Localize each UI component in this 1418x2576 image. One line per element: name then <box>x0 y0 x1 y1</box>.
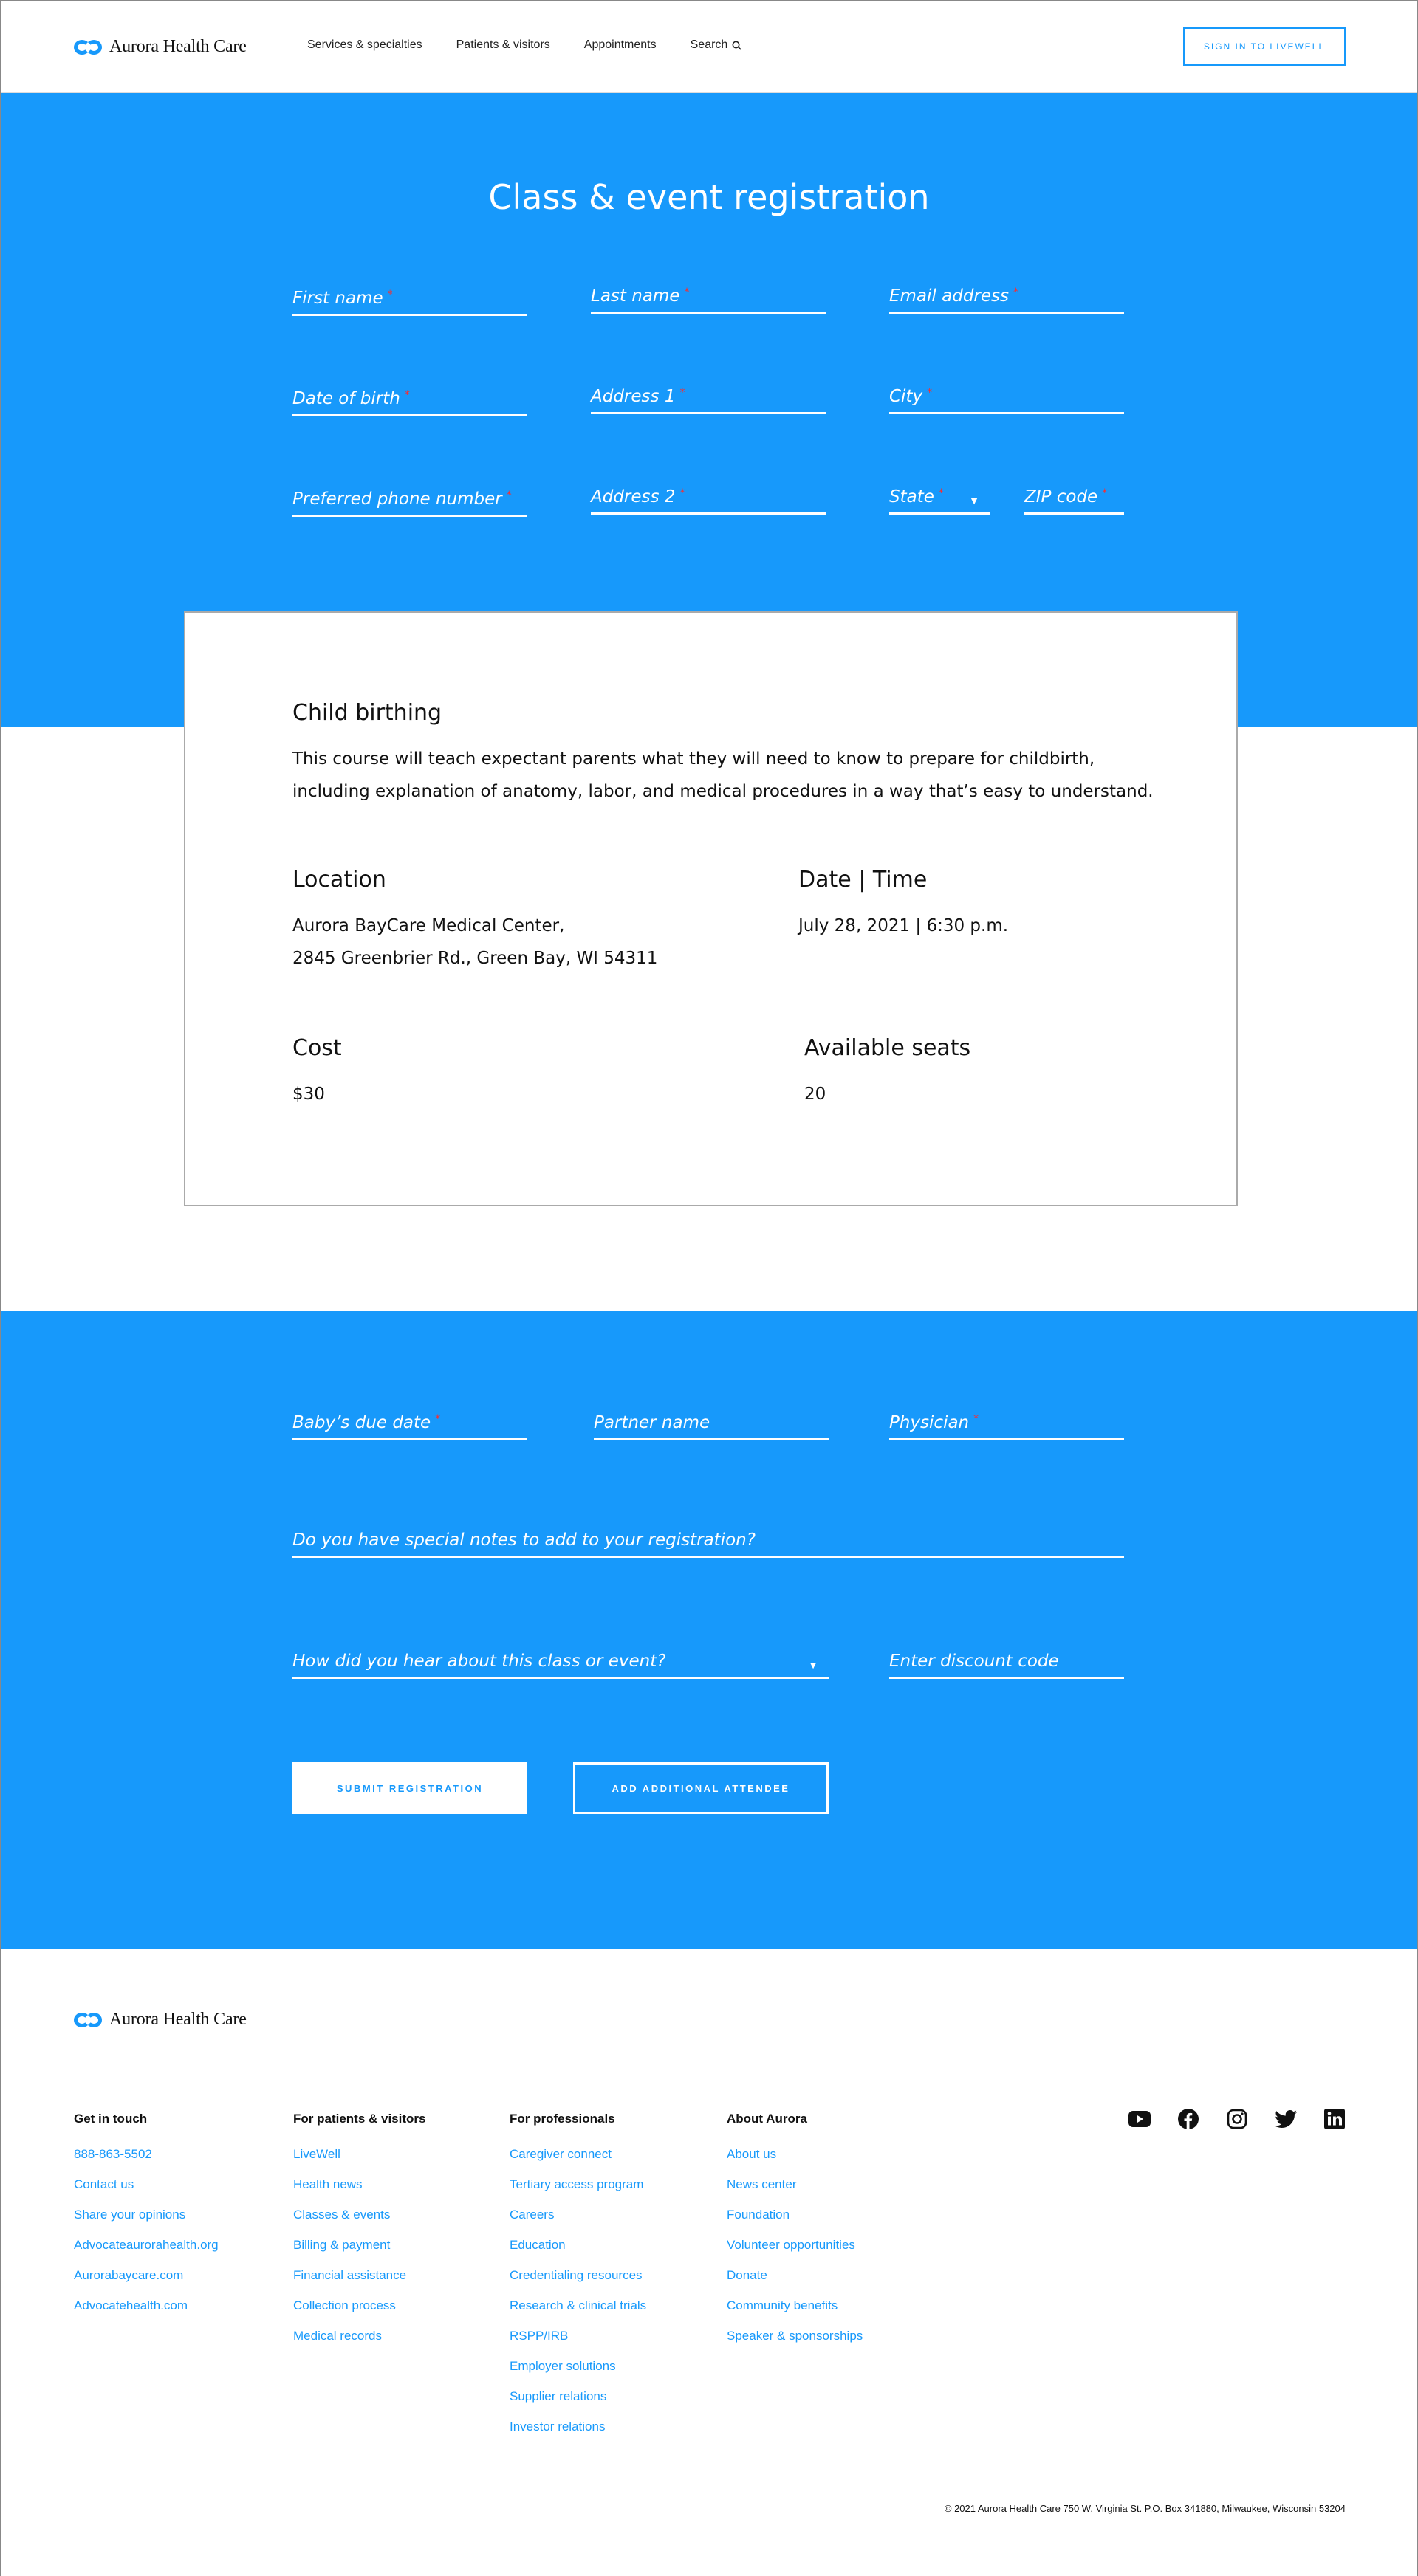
chevron-down-icon: ▼ <box>808 1659 818 1671</box>
site-logo[interactable] <box>74 37 247 57</box>
footer-link-credentialing[interactable]: Credentialing resources <box>510 2268 643 2282</box>
address2-label: Address 2 <box>591 487 676 506</box>
physician-field[interactable] <box>889 1407 1124 1440</box>
address1-field[interactable] <box>591 380 826 414</box>
main-nav <box>307 38 775 52</box>
footer-link-research[interactable]: Research & clinical trials <box>510 2298 647 2312</box>
required-mark: * <box>684 286 690 298</box>
footer-link-contact[interactable]: Contact us <box>74 2177 134 2191</box>
copyright: © 2021 Aurora Health Care 750 W. Virginia St. P.O. Box 341880, Milwaukee, Wisconsin 53204 <box>944 2503 1346 2514</box>
zip-field[interactable] <box>1024 481 1124 515</box>
datetime-heading: Date | Time <box>798 867 928 893</box>
footer-heading: For patients & visitors <box>293 2112 426 2126</box>
due-date-label: Baby’s due date <box>292 1413 431 1432</box>
required-mark: * <box>1013 286 1018 298</box>
footer-link-opinions[interactable]: Share your opinions <box>74 2208 186 2222</box>
nav-patients[interactable] <box>456 38 550 52</box>
dob-label: Date of birth <box>292 389 400 408</box>
add-attendee-button[interactable]: ADD ADDITIONAL ATTENDEE <box>573 1762 829 1814</box>
location-line1: Aurora BayCare Medical Center, <box>292 916 565 935</box>
required-mark: * <box>973 1413 979 1425</box>
required-mark: * <box>679 487 685 499</box>
physician-label: Physician <box>889 1413 970 1432</box>
footer-link-classes[interactable]: Classes & events <box>293 2208 391 2222</box>
discount-code-label: Enter discount code <box>889 1652 1059 1671</box>
submit-registration-button[interactable]: SUBMIT REGISTRATION <box>292 1762 527 1814</box>
special-notes-label: Do you have special notes to add to your registration? <box>292 1531 756 1550</box>
footer-link-community[interactable]: Community benefits <box>727 2298 838 2312</box>
location-heading: Location <box>292 867 386 893</box>
chevron-down-icon: ▼ <box>969 495 979 506</box>
cost-heading: Cost <box>292 1035 342 1061</box>
nav-appointments[interactable] <box>584 38 657 52</box>
footer-link-donate[interactable]: Donate <box>727 2268 767 2282</box>
nav-search[interactable] <box>691 38 742 52</box>
footer-heading: About Aurora <box>727 2112 807 2126</box>
required-mark: * <box>1102 487 1108 499</box>
footer-link-about[interactable]: About us <box>727 2147 777 2161</box>
footer-heading: For professionals <box>510 2112 615 2126</box>
required-mark: * <box>435 1413 441 1425</box>
required-mark: * <box>387 289 393 300</box>
signin-livewell-button[interactable]: SIGN IN TO LIVEWELL <box>1183 27 1346 66</box>
datetime-value: July 28, 2021 | 6:30 p.m. <box>798 916 1009 935</box>
footer-link-caregiver[interactable]: Caregiver connect <box>510 2147 612 2161</box>
nav-services-label: Services & specialties <box>307 38 422 51</box>
search-icon <box>732 41 741 50</box>
city-label: City <box>889 387 923 406</box>
phone-field[interactable] <box>292 483 527 517</box>
footer-link-records[interactable]: Medical records <box>293 2329 382 2343</box>
site-header <box>1 1 1417 93</box>
nav-search-label: Search <box>690 38 728 51</box>
instagram-icon[interactable] <box>1226 2108 1248 2130</box>
address1-label: Address 1 <box>591 387 676 406</box>
address2-field[interactable] <box>591 481 826 515</box>
last-name-label: Last name <box>591 286 680 306</box>
cost-value: $30 <box>292 1085 325 1104</box>
footer-col-get-in-touch <box>74 2112 219 2329</box>
footer-link-foundation[interactable]: Foundation <box>727 2208 790 2222</box>
footer-link-advocateaurora[interactable]: Advocateaurorahealth.org <box>74 2238 219 2252</box>
footer-link-careers[interactable]: Careers <box>510 2208 555 2222</box>
footer-col-about <box>727 2112 863 2359</box>
footer-link-livewell[interactable]: LiveWell <box>293 2147 340 2161</box>
footer-logo-text: Aurora Health Care <box>109 2010 247 2029</box>
additional-info-form <box>1 1311 1417 1949</box>
footer-link-financial[interactable]: Financial assistance <box>293 2268 407 2282</box>
facebook-icon[interactable] <box>1177 2108 1199 2130</box>
course-description-line1: This course will teach expectant parents what they will need to know to prepare for childbirth, <box>292 749 1095 769</box>
first-name-field[interactable] <box>292 282 527 316</box>
first-name-label: First name <box>292 289 383 308</box>
email-field[interactable] <box>889 280 1124 314</box>
nav-services[interactable] <box>307 38 422 52</box>
discount-code-field[interactable] <box>889 1645 1124 1679</box>
location-line2: 2845 Greenbrier Rd., Green Bay, WI 54311 <box>292 949 658 968</box>
city-field[interactable] <box>889 380 1124 414</box>
due-date-field[interactable] <box>292 1407 527 1440</box>
footer-link-phone[interactable]: 888-863-5502 <box>74 2147 152 2161</box>
hear-about-label: How did you hear about this class or event? <box>292 1652 666 1671</box>
footer-link-health-news[interactable]: Health news <box>293 2177 363 2191</box>
footer-link-news-center[interactable]: News center <box>727 2177 797 2191</box>
footer-heading: Get in touch <box>74 2112 148 2126</box>
hear-about-select[interactable] <box>292 1645 829 1679</box>
footer-link-collection[interactable]: Collection process <box>293 2298 396 2312</box>
email-label: Email address <box>889 286 1009 306</box>
last-name-field[interactable] <box>591 280 826 314</box>
state-label: State <box>889 487 934 506</box>
footer-link-tertiary[interactable]: Tertiary access program <box>510 2177 644 2191</box>
seats-heading: Available seats <box>804 1035 971 1061</box>
page-title: Class & event registration <box>488 177 930 217</box>
footer-link-investor[interactable]: Investor relations <box>510 2419 606 2434</box>
footer-logo[interactable] <box>74 2010 247 2030</box>
footer-link-aurorabaycare[interactable]: Aurorabaycare.com <box>74 2268 184 2282</box>
aurora-logo-icon <box>74 38 103 56</box>
zip-label: ZIP code <box>1024 487 1098 506</box>
required-mark: * <box>506 490 512 501</box>
site-footer <box>1 1949 1417 2576</box>
footer-link-speaker[interactable]: Speaker & sponsorships <box>727 2329 863 2343</box>
course-details-card <box>184 611 1238 1206</box>
seats-value: 20 <box>804 1085 826 1104</box>
partner-name-label: Partner name <box>594 1413 710 1432</box>
footer-link-volunteer[interactable]: Volunteer opportunities <box>727 2238 855 2252</box>
course-title: Child birthing <box>292 700 442 726</box>
nav-patients-label: Patients & visitors <box>456 38 550 51</box>
footer-link-supplier[interactable]: Supplier relations <box>510 2389 607 2403</box>
aurora-logo-icon <box>74 2011 103 2029</box>
phone-label: Preferred phone number <box>292 490 502 509</box>
footer-link-employer[interactable]: Employer solutions <box>510 2359 616 2373</box>
footer-link-education[interactable]: Education <box>510 2238 566 2252</box>
logo-text: Aurora Health Care <box>109 37 247 56</box>
special-notes-field[interactable] <box>292 1524 1124 1558</box>
footer-link-billing[interactable]: Billing & payment <box>293 2238 391 2252</box>
footer-link-advocatehealth[interactable]: Advocatehealth.com <box>74 2298 188 2312</box>
required-mark: * <box>938 487 944 499</box>
nav-appointments-label: Appointments <box>583 38 657 51</box>
footer-col-patients <box>293 2112 425 2359</box>
twitter-icon[interactable] <box>1275 2108 1297 2130</box>
footer-col-professionals <box>510 2112 646 2450</box>
required-mark: * <box>679 387 685 399</box>
footer-link-rspp[interactable]: RSPP/IRB <box>510 2329 569 2343</box>
required-mark: * <box>927 387 933 399</box>
state-select[interactable] <box>889 481 990 515</box>
partner-name-field[interactable] <box>594 1407 829 1440</box>
youtube-icon[interactable] <box>1128 2108 1151 2130</box>
social-links <box>1128 2108 1346 2130</box>
dob-field[interactable] <box>292 382 527 416</box>
required-mark: * <box>404 389 410 401</box>
linkedin-icon[interactable] <box>1323 2108 1346 2130</box>
course-description-line2: including explanation of anatomy, labor, and medical procedures in a way that’s easy to understand. <box>292 782 1154 801</box>
